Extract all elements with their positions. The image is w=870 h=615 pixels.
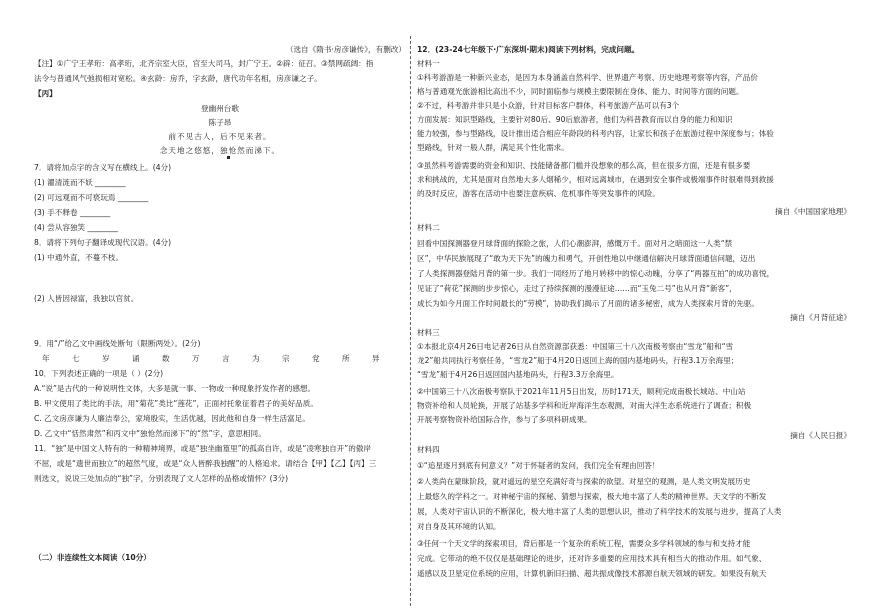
material-source: 摘自《月背征途》: [790, 313, 851, 322]
question-11: 则选文，说说三处加点的“独”字，分别表现了文人怎样的品格或情怀？(3分): [34, 474, 289, 483]
part-c-label: 【丙】: [34, 89, 57, 98]
q9-char: 数: [162, 354, 170, 363]
material-line: 求和挑战的，尤其是面对自然地大多人烟稀少，相对远离城市，在遇到安全事件或极端事件时很难得到救援: [417, 175, 774, 184]
column-divider: [410, 36, 411, 606]
material-line: 格与普通观光旅游相比高出不少，同时面临参与规模主要限制在身体、能力、时间等方面的问题。: [417, 87, 744, 96]
q9-char: 党: [312, 354, 320, 363]
material-line: “雪龙”船于4月26日返回国内基地码头，行程3.3万余海里。: [417, 370, 619, 379]
material-line: ②不过，科考游并非只是小众游，针对目标客户群体，科考旅游产品可以有3个: [417, 101, 680, 110]
material-line: 龙2”船共同执行考察任务，“雪龙2”船于4月20日返回上海的国内基地码头，行程3.1万余海里；: [417, 356, 739, 365]
material-line: 了人类探测器登陆月背的第一步。我们一同经历了地月转移中的惊心动魄，分享了“两器互拍”的成功喜悦，: [417, 269, 775, 278]
q8-item: (2) 人皆因禄富，我独以官贫。: [34, 294, 139, 303]
q9-char: 异: [372, 354, 380, 363]
material-line: 的及时反应，游客在活动中也要注意疾病、危机事件等突发事件的风险。: [417, 189, 660, 198]
material-line: 方面发展：知识型路线，主要针对80后、90后旅游者，他们为科普教育而以自身的能力和知识: [417, 115, 733, 124]
q9-char: 岁: [102, 354, 110, 363]
q7-item: (1) 濯清涟而不妖 ________: [34, 178, 126, 187]
q7-item: (3) 手不释卷 ________: [34, 208, 111, 217]
question-11: 不屈，或是“遗世而独立”的超然气度，或是“众人皆醉我独醒”的人格追求。请结合【甲】【乙】【丙】三: [34, 459, 377, 468]
material-line: ①本报北京4月26日电记者26日从自然资源部获悉：中国第三十八次南极考察由“雪龙”船和“雪: [417, 342, 734, 351]
material-source: 摘自《人民日报》: [790, 431, 851, 440]
material-line: 上最悠久的学科之一。对神秘宇宙的探秘、猜想与探索，极大地丰富了人类的精神世界。天文学的不断发: [417, 492, 767, 501]
question-7: 7．请将加点字的含义写在横线上。(4分): [34, 163, 172, 172]
material-line: 开展考察物资补给国际合作，参与了多项科研成果。: [417, 415, 592, 424]
material-line: ②中国第三十八次南极考察队于2021年11月5日出发，历时171天，顺利完成南极长城站、中山站: [417, 387, 746, 396]
q10-option: B. 甲文使用了类比的手法，用“菊花”类比“莲花”，正面衬托象征着君子的美好品质。: [34, 399, 318, 408]
q10-option: C. 乙文房彦谦为人廉洁奉公，家境殷实，生活优越，因此他和自身一样生活富足。: [34, 414, 310, 423]
material-line: 物资补给和人员轮换，开展了站基多学科和近岸海洋生态观测，对南大洋生态系统进行了调查；积极: [417, 401, 752, 410]
poem-author: 陈子昂: [208, 118, 232, 127]
material-line: 展，人类对宇宙认识的不断深化，极大地丰富了人类的思想认识，推动了科学技术的发展与进步，提高了人类: [417, 507, 782, 516]
note-line: 【注】①广宁王孝珩：高孝珩，北齐宗室大臣，官至大司马，封广宁王。②辟：征召。③禁网疏阔：指: [34, 59, 374, 68]
material-line: 型路线，针对一般人群，满足其个性化需求。: [417, 143, 569, 152]
material-line: ①科考游游是一种新兴业态，是因为本身涵盖自然科学、世界遗产考察、历史地理考察等内容，产品价: [417, 73, 758, 82]
q9-char: 年: [42, 354, 50, 363]
q9-char: 言: [222, 354, 230, 363]
material-line: 成长为如今月面工作时间最长的“劳模”，协助我们揭示了月面的诸多秘密，成为人类探索月背的先驱。: [417, 299, 759, 308]
material-line: ①“追星逐月到底有何意义？”对于怀疑者的发问，我们完全有理由回答！: [417, 461, 660, 470]
q9-char: 诵: [132, 354, 140, 363]
material-title: 材料四: [417, 445, 440, 454]
question-10: 10．下列表述正确的一项是（ ）(2分): [34, 369, 164, 378]
question-9: 9．用“/”给乙文中画线处断句（限断两处）。(2分): [34, 339, 201, 348]
material-line: 对自身及其环境的认知。: [417, 522, 501, 531]
material-line: 能力较强，参与型路线，设计推出适合相应年龄段的科考内容，让家长和孩子在旅游过程中深度参与；体验: [417, 129, 774, 138]
question-11: 11．“独”是中国文人特有的一种精神境界，或是“独坐幽篁里”的孤高自许，或是“凌寒独自开”的傲岸: [34, 444, 372, 453]
material-title: 材料二: [417, 223, 440, 232]
section-heading: （二）非连续性文本阅读（10分）: [34, 553, 151, 562]
q9-char: 宗: [282, 354, 290, 363]
q8-item: (1) 中通外直，不蔓不枝。: [34, 253, 124, 262]
q9-char: 七: [72, 354, 80, 363]
q9-char: 为: [252, 354, 260, 363]
material-title: 材料一: [417, 59, 440, 68]
q9-char: 万: [192, 354, 200, 363]
source-line: （选自《隋书·房彦谦传》，有删改）: [285, 45, 406, 54]
q9-char-row: [34, 353, 406, 365]
poem-line: 前不见古人，后不见来者。: [168, 132, 272, 141]
emphasis-dot: [227, 156, 230, 159]
material-line: ②人类尚在蒙昧阶段，就对遥远的星空充满好奇与探索的欲望。对星空的观测，是人类文明发展历史: [417, 477, 751, 486]
material-line: ③虽然科考游需要的资金和知识、技能储备都门槛并没想象的那么高，但在很多方面，还是有很多要: [417, 161, 751, 170]
material-line: 完成。它带动的绝不仅仅是基础理论的进步，还对许多重要的应用技术具有相当大的推动作用。如气象、: [417, 554, 767, 563]
question-12: 12．(23-24七年级下·广东深圳·期末)阅读下列材料，完成问题。: [417, 45, 640, 54]
material-source: 摘自《中国国家地理》: [775, 207, 851, 216]
material-line: ③任何一个天文学的探索项目，背后都是一个复杂的系统工程，需要众多学科领域的参与和支持才能: [417, 539, 751, 548]
poem-title: 登幽州台歌: [201, 104, 239, 113]
q7-item: (2) 可远观而不可亵玩焉 ________: [34, 193, 149, 202]
material-line: 回看中国探测器登月球背面的探险之旅，人们心潮澎湃，感慨万千。面对月之暗面这一人类“禁: [417, 239, 733, 248]
material-line: 遥感以及卫星定位系统的应用，计算机新旧扫描、超共振成像技术都源自航天领域的研发。如果没有航天: [417, 569, 767, 578]
poem-line: 念天地之悠悠，独怆然而涕下。: [159, 146, 281, 155]
question-8: 8．请将下列句子翻译成现代汉语。(4分): [34, 238, 172, 247]
q9-char: 所: [342, 354, 350, 363]
material-line: 区”，中华民族展现了“敢为天下先”的魄力和勇气，开创性地以中继通信解决月球背面通信问题，迈出: [417, 254, 756, 263]
note-line: 法令与普通风气弛损相对宽松。④玄龄：房乔，字玄龄，唐代功年名相，房彦谦之子。: [34, 74, 322, 83]
q7-item: (4) 尝从容独笑 ________: [34, 223, 118, 232]
material-title: 材料三: [417, 328, 440, 337]
q10-option: D. 乙文中“恬然肃然”和丙文中“独怆然而涕下”的“然”字，意思相同。: [34, 429, 266, 438]
material-line: 见证了“荷花”探测的步步惊心，走过了持续探测的漫漫征途……而“玉兔二号”也从月背“新客”，: [417, 284, 737, 293]
q10-option: A.“说”是古代的一种说明性文体，大多是就一事、一物或一种现象抒发作者的感想。: [34, 384, 316, 393]
